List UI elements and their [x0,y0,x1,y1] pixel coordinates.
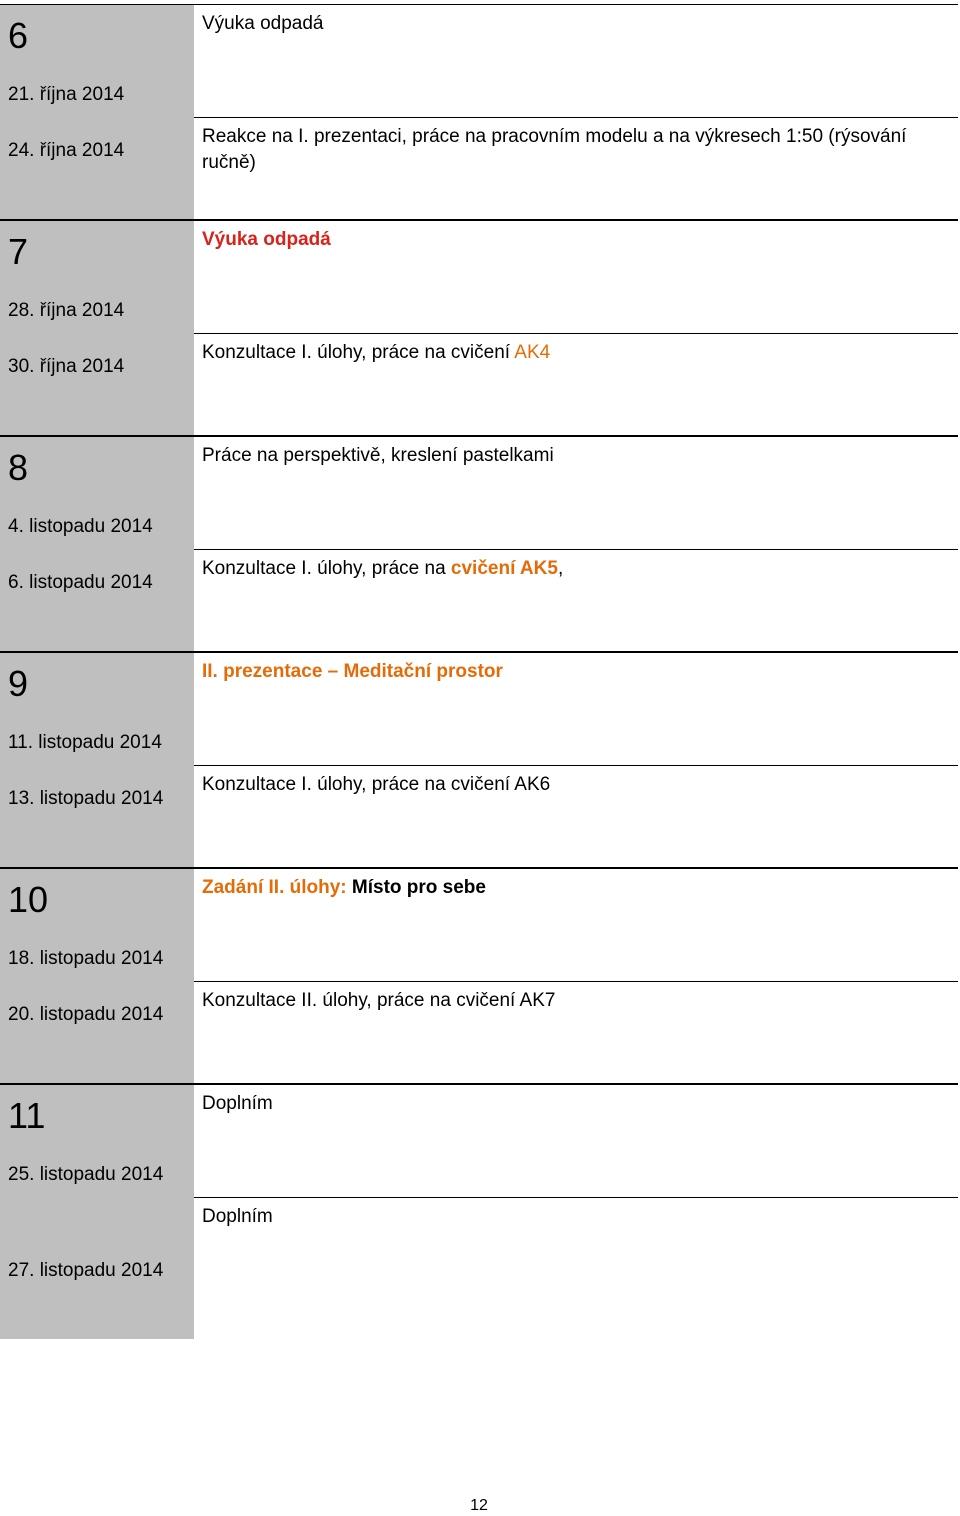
text-segment: Reakce na I. prezentaci, práce na pracovním modelu a na výkresech 1:50 (rýsování ručně) [202,126,907,173]
week-column [0,1085,194,1339]
text-segment: Konzultace I. úlohy, práce na cvičení AK6 [202,774,551,795]
week-column [0,437,194,651]
week-row [0,1083,958,1339]
text-segment: , [557,558,564,579]
session-text [194,333,958,435]
text-segment: Konzultace I. úlohy, práce na [202,558,451,579]
week-number: 6 [8,15,29,56]
week-row [0,4,958,219]
text-segment: Výuka odpadá [202,13,324,34]
session-text [194,765,958,867]
session-date: 13. listopadu 2014 [8,788,164,809]
week-column [0,653,194,867]
session-date: 4. listopadu 2014 [8,516,153,537]
session-text [194,1197,958,1339]
text-segment: Konzultace I. úlohy, práce na cvičení [202,342,515,363]
text-segment: AK4 [514,342,551,363]
text-segment: Doplním [202,1206,273,1227]
week-row [0,867,958,1083]
week-column [0,5,194,219]
week-number: 8 [8,447,29,488]
session-date: 27. listopadu 2014 [8,1260,164,1281]
week-column [0,869,194,1083]
session-text [194,981,958,1083]
week-number: 10 [8,879,49,920]
session-date: 6. listopadu 2014 [8,572,153,593]
text-segment: Konzultace II. úlohy, práce na cvičení AK7 [202,990,556,1011]
session-date: 18. listopadu 2014 [8,948,164,969]
session-text [194,5,958,117]
week-row [0,651,958,867]
content-column [194,221,958,435]
session-date: 24. října 2014 [8,140,125,161]
content-column [194,1085,958,1339]
content-column [194,5,958,219]
session-text [194,653,958,765]
session-text [194,549,958,651]
page-number: 12 [470,1497,488,1514]
week-row [0,219,958,435]
session-date: 20. listopadu 2014 [8,1004,164,1025]
session-date: 28. října 2014 [8,300,125,321]
week-number: 11 [8,1095,46,1136]
session-text [194,1085,958,1197]
text-segment: Zadání II. úlohy: [202,877,352,898]
text-segment: II. prezentace – Meditační prostor [202,661,503,682]
text-segment: cvičení AK5 [450,558,558,579]
session-text [194,117,958,219]
week-number: 7 [8,231,29,272]
week-column [0,221,194,435]
session-text [194,221,958,333]
session-date: 25. listopadu 2014 [8,1164,164,1185]
week-number: 9 [8,663,29,704]
content-column [194,437,958,651]
session-date: 21. října 2014 [8,84,125,105]
schedule-table [0,4,958,1339]
text-segment: Práce na perspektivě, kreslení pastelkami [202,445,554,466]
week-row [0,435,958,651]
text-segment: Doplním [202,1093,273,1114]
session-text [194,869,958,981]
text-segment: Výuka odpadá [202,229,331,250]
content-column [194,653,958,867]
session-date: 30. října 2014 [8,356,125,377]
content-column [194,869,958,1083]
session-text [194,437,958,549]
session-date: 11. listopadu 2014 [8,732,162,753]
text-segment: Místo pro sebe [351,877,486,898]
